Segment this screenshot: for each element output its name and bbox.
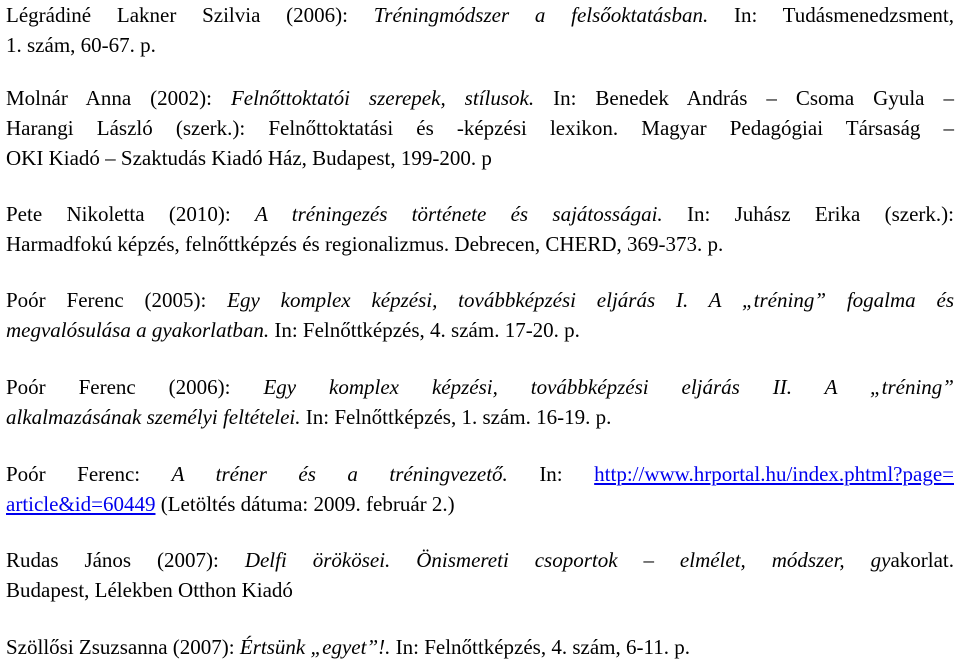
hrportal-link-continued[interactable]: article&id=60449 bbox=[6, 492, 156, 516]
reference-line bbox=[6, 402, 954, 432]
source-text: Budapest, Lélekben Otthon Kiadó bbox=[6, 578, 293, 602]
reference-line bbox=[6, 229, 954, 259]
reference-entry bbox=[6, 545, 954, 605]
reference-line bbox=[6, 632, 954, 662]
reference-entry bbox=[6, 0, 954, 60]
reference-line bbox=[6, 575, 954, 605]
title-italic: alkalmazásának személyi feltételei. bbox=[6, 405, 301, 429]
reference-line bbox=[6, 199, 954, 229]
title-italic: Értsünk „egyet”!. bbox=[239, 635, 391, 659]
reference-entry bbox=[6, 199, 954, 259]
title-italic: ósulása a gyakorlatban. bbox=[66, 318, 270, 342]
reference-line bbox=[6, 489, 954, 519]
reference-line bbox=[6, 30, 954, 60]
reference-line bbox=[6, 315, 954, 345]
source-text: In: bbox=[507, 462, 595, 486]
reference-entry bbox=[6, 632, 954, 662]
source-text: 1. szám, 60-67. p. bbox=[6, 33, 156, 57]
reference-line bbox=[6, 285, 954, 315]
reference-line bbox=[6, 545, 954, 575]
source-text: In: Felnőttképzés, 1. szám. 16-19. p. bbox=[300, 405, 612, 429]
hrportal-link[interactable]: http://www.hrportal.hu/index.phtml?page= bbox=[594, 462, 954, 486]
title-italic: megval bbox=[6, 318, 67, 342]
title-italic: Felnőttoktatói szerepek, stílusok. bbox=[230, 86, 535, 110]
source-text: akorlat. bbox=[890, 548, 954, 572]
source-text: Harangi László (szerk.): Felnőttoktatási és -képzési lexikon. Magyar Pedagógiai Társaság – bbox=[6, 116, 954, 140]
author-year: Poór Ferenc: bbox=[6, 462, 172, 486]
reference-entry bbox=[6, 372, 954, 432]
source-text: In: Juhász Erika (szerk.): bbox=[662, 202, 955, 226]
title-italic: Delfi örökösei. Önismereti csoportok – elmélet, módszer, gy bbox=[244, 548, 891, 572]
title-italic: A tréner és a tréningvezető. bbox=[171, 462, 508, 486]
author-year: Pete Nikoletta (2010): bbox=[6, 202, 255, 226]
reference-entry bbox=[6, 83, 954, 173]
author-year: Poór Ferenc (2005): bbox=[6, 288, 228, 312]
access-date: (Letöltés dátuma: 2009. február 2.) bbox=[155, 492, 455, 516]
reference-line bbox=[6, 372, 954, 402]
author-year: Légrádiné Lakner Szilvia (2006): bbox=[6, 3, 374, 27]
title-italic: A tréningezés története és sajátosságai. bbox=[255, 202, 663, 226]
reference-line bbox=[6, 459, 954, 489]
author-year: Molnár Anna (2002): bbox=[6, 86, 231, 110]
reference-line bbox=[6, 143, 954, 173]
reference-entry bbox=[6, 285, 954, 345]
reference-line bbox=[6, 0, 954, 30]
reference-entry bbox=[6, 459, 954, 519]
author-year: Poór Ferenc (2006): bbox=[6, 375, 264, 399]
source-text: Harmadfokú képzés, felnőttképzés és regionalizmus. Debrecen, CHERD, 369-373. p. bbox=[6, 232, 724, 256]
reference-line bbox=[6, 113, 954, 143]
reference-line bbox=[6, 83, 954, 113]
title-italic: Egy komplex képzési, továbbképzési eljárás I. A „tréning” fogalma és bbox=[227, 288, 954, 312]
source-text: In: Benedek András – Csoma Gyula – bbox=[534, 86, 954, 110]
author-year: Rudas János (2007): bbox=[6, 548, 245, 572]
source-text: In: Felnőttképzés, 4. szám, 6-11. p. bbox=[390, 635, 690, 659]
source-text: OKI Kiadó – Szaktudás Kiadó Ház, Budapest, 199-200. p bbox=[6, 146, 492, 170]
title-italic: Tréningmódszer a felsőoktatásban. bbox=[373, 3, 709, 27]
source-text: In: Tudásmenedzsment, bbox=[708, 3, 954, 27]
source-text: In: Felnőttképzés, 4. szám. 17-20. p. bbox=[269, 318, 580, 342]
title-italic: Egy komplex képzési, továbbképzési eljárás II. A „tréning” bbox=[263, 375, 954, 399]
author-year: Szöllősi Zsuzsanna (2007): bbox=[6, 635, 240, 659]
